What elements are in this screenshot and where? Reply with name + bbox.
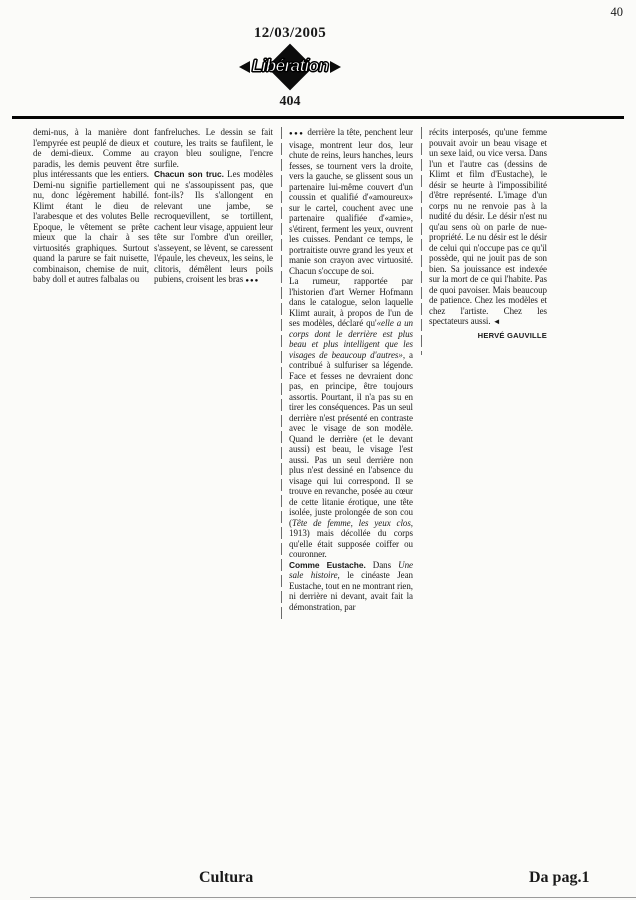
masthead	[190, 25, 390, 110]
footer-section-label: Cultura	[199, 869, 254, 886]
page-folio: 40	[610, 5, 623, 19]
article-column-4	[429, 127, 547, 341]
continuation-dots-icon: ●●●	[289, 131, 308, 137]
liberation-logo	[235, 44, 345, 90]
bold-lead: Chacun son truc.	[154, 169, 224, 179]
body-text: récits interposés, qu'une femme pouvait avoir un beau visage et un sexe laid, ou vice versa. Dans l'un et l'autre cas (dessins de Klimt et film d'Eustache), le désir se heurte à l'impossibilité d'être représenté. L'image d'un corps nu ne renvoie pas à la nudité du désir. Le désir n'est nu qu'au sens où on parle de nue-propriété. Le nu désir est le désir de celui qui n'occupe pas ce qu'il possède, qui ne jouit pas de son bien. Sa jouissance est indexée sur la mort de ce qui l'habite. Pas de quoi pavoiser. Mais beaucoup de patience. Chez les modèles et chez l'artiste. Chez les spectateurs aussi.	[429, 127, 547, 326]
paragraph	[289, 276, 413, 560]
article-column-1	[33, 127, 149, 285]
italic-quote: «elle a un corps dont le derrière est plus beau et plus intelligent que les visages de beaucoup d'autres»	[289, 318, 413, 360]
italic-artwork-title: Tête de femme, les yeux clos,	[291, 517, 413, 528]
paragraph	[289, 560, 413, 613]
body-text: , a contribué à sulfuriser sa légende. Face et fesses ne devraient donc pas, en principe, être toujours assortis. Pourtant, il n'a pas su en tirer les conséquences. Pas un seul derrière n'est présenté en contraste avec le visage de son modèle. Quand le derrière (et le devant aussi) est beau, le visage l'est aussi. Pas un seul derrière non plus n'est dessiné en l'absence du visage qui lui correspond. Il se trouve en revanche, posée au cœur de cette litanie érotique, une tête isolée, juste prolongée de son cou (	[289, 349, 413, 528]
paragraph	[33, 127, 149, 285]
article-column-2	[154, 127, 273, 287]
italic-film-title: Une sale histoire,	[289, 559, 413, 580]
footer-rule	[30, 897, 636, 898]
paragraph	[429, 127, 547, 328]
logo-right-arrow-icon	[330, 61, 341, 73]
body-text: Dans	[365, 559, 399, 570]
body-text: derrière la tête, penchent leur visage, montrent leur dos, leur chute de reins, leurs hanches, leurs fesses, se tournent vers la droite, vers la gauche, se glissent sous un partenaire lui-même couvert d'un coussin et qualifié d'«amoureux» sur le cartel, couchent avec une partenaire qualifiée d'«amie», s'étirent, ferment les yeux, ouvrent les cuisses. Pendant ce temps, le portraitiste ouvre grand les yeux et manie son crayon avec virtuosité. Chacun s'occupe de soi.	[289, 127, 414, 276]
paragraph	[154, 127, 273, 169]
end-of-article-arrow-icon: ◄	[492, 317, 501, 326]
continuation-dots-icon: ●●●	[245, 278, 260, 284]
article-column-3	[289, 127, 413, 612]
footer-page-ref: Da pag.1	[529, 869, 590, 886]
body-text: le cinéaste Jean Eustache, tout en ne montrant rien, ni derrière ni devant, avait fait la démonstration, par	[289, 570, 414, 612]
body-text: La rumeur, rapportée par l'historien d'art Werner Hofmann dans le catalogue, selon laquelle Klimt aurait, à propos de l'un de ses modèles, déclaré qu'	[289, 276, 413, 328]
paragraph	[289, 127, 413, 276]
body-text: demi-nus, à la manière dont l'empyrée est peuplé de dieux et de demi-dieux. Comme au paradis, les demis peuvent être plus intéressants que les entiers. Demi-nu signifie partiellement nu, donc légèrement habillé. Klimt étant le dieu de l'arabesque et des volutes Belle Epoque, le vêtement se prête mieux que la chair à ses virtuosités graphiques. Surtout quand la parure se fait nuisette, combinaison, chemise de nuit, baby doll et autres falbalas ou	[33, 127, 149, 284]
byline: HERVÉ GAUVILLE	[477, 330, 547, 340]
body-text: 1913) mais décollée du corps qu'elle était supposée coiffer ou couronner.	[289, 528, 413, 559]
logo-wordmark: Libération	[251, 55, 329, 76]
issue-date: 12/03/2005	[253, 25, 327, 41]
edition-number: 404	[279, 94, 301, 109]
paragraph	[154, 169, 273, 287]
column-divider	[281, 127, 282, 623]
body-text: fanfreluches. Le dessin se fait couture, les traits se faufilent, le crayon bleu souligne, l'encre surfile.	[154, 127, 273, 169]
logo-left-arrow-icon	[239, 61, 250, 73]
bold-lead: Comme Eustache.	[289, 559, 366, 570]
body-text: Les modèles qui ne s'assoupissent pas, que font-ils? Ils s'allongent en relevant une jambe, se recroquevillent, se tortillent, cachent leur visage, appuient leur tête sur l'ombre d'un oreiller, s'asseyent, se lèvent, se caressent l'épaule, les cheveux, les seins, le clitoris, démêlent leurs poils pubiens, croisent les bras	[154, 169, 273, 284]
header-rule	[12, 116, 624, 119]
column-divider	[421, 127, 422, 355]
